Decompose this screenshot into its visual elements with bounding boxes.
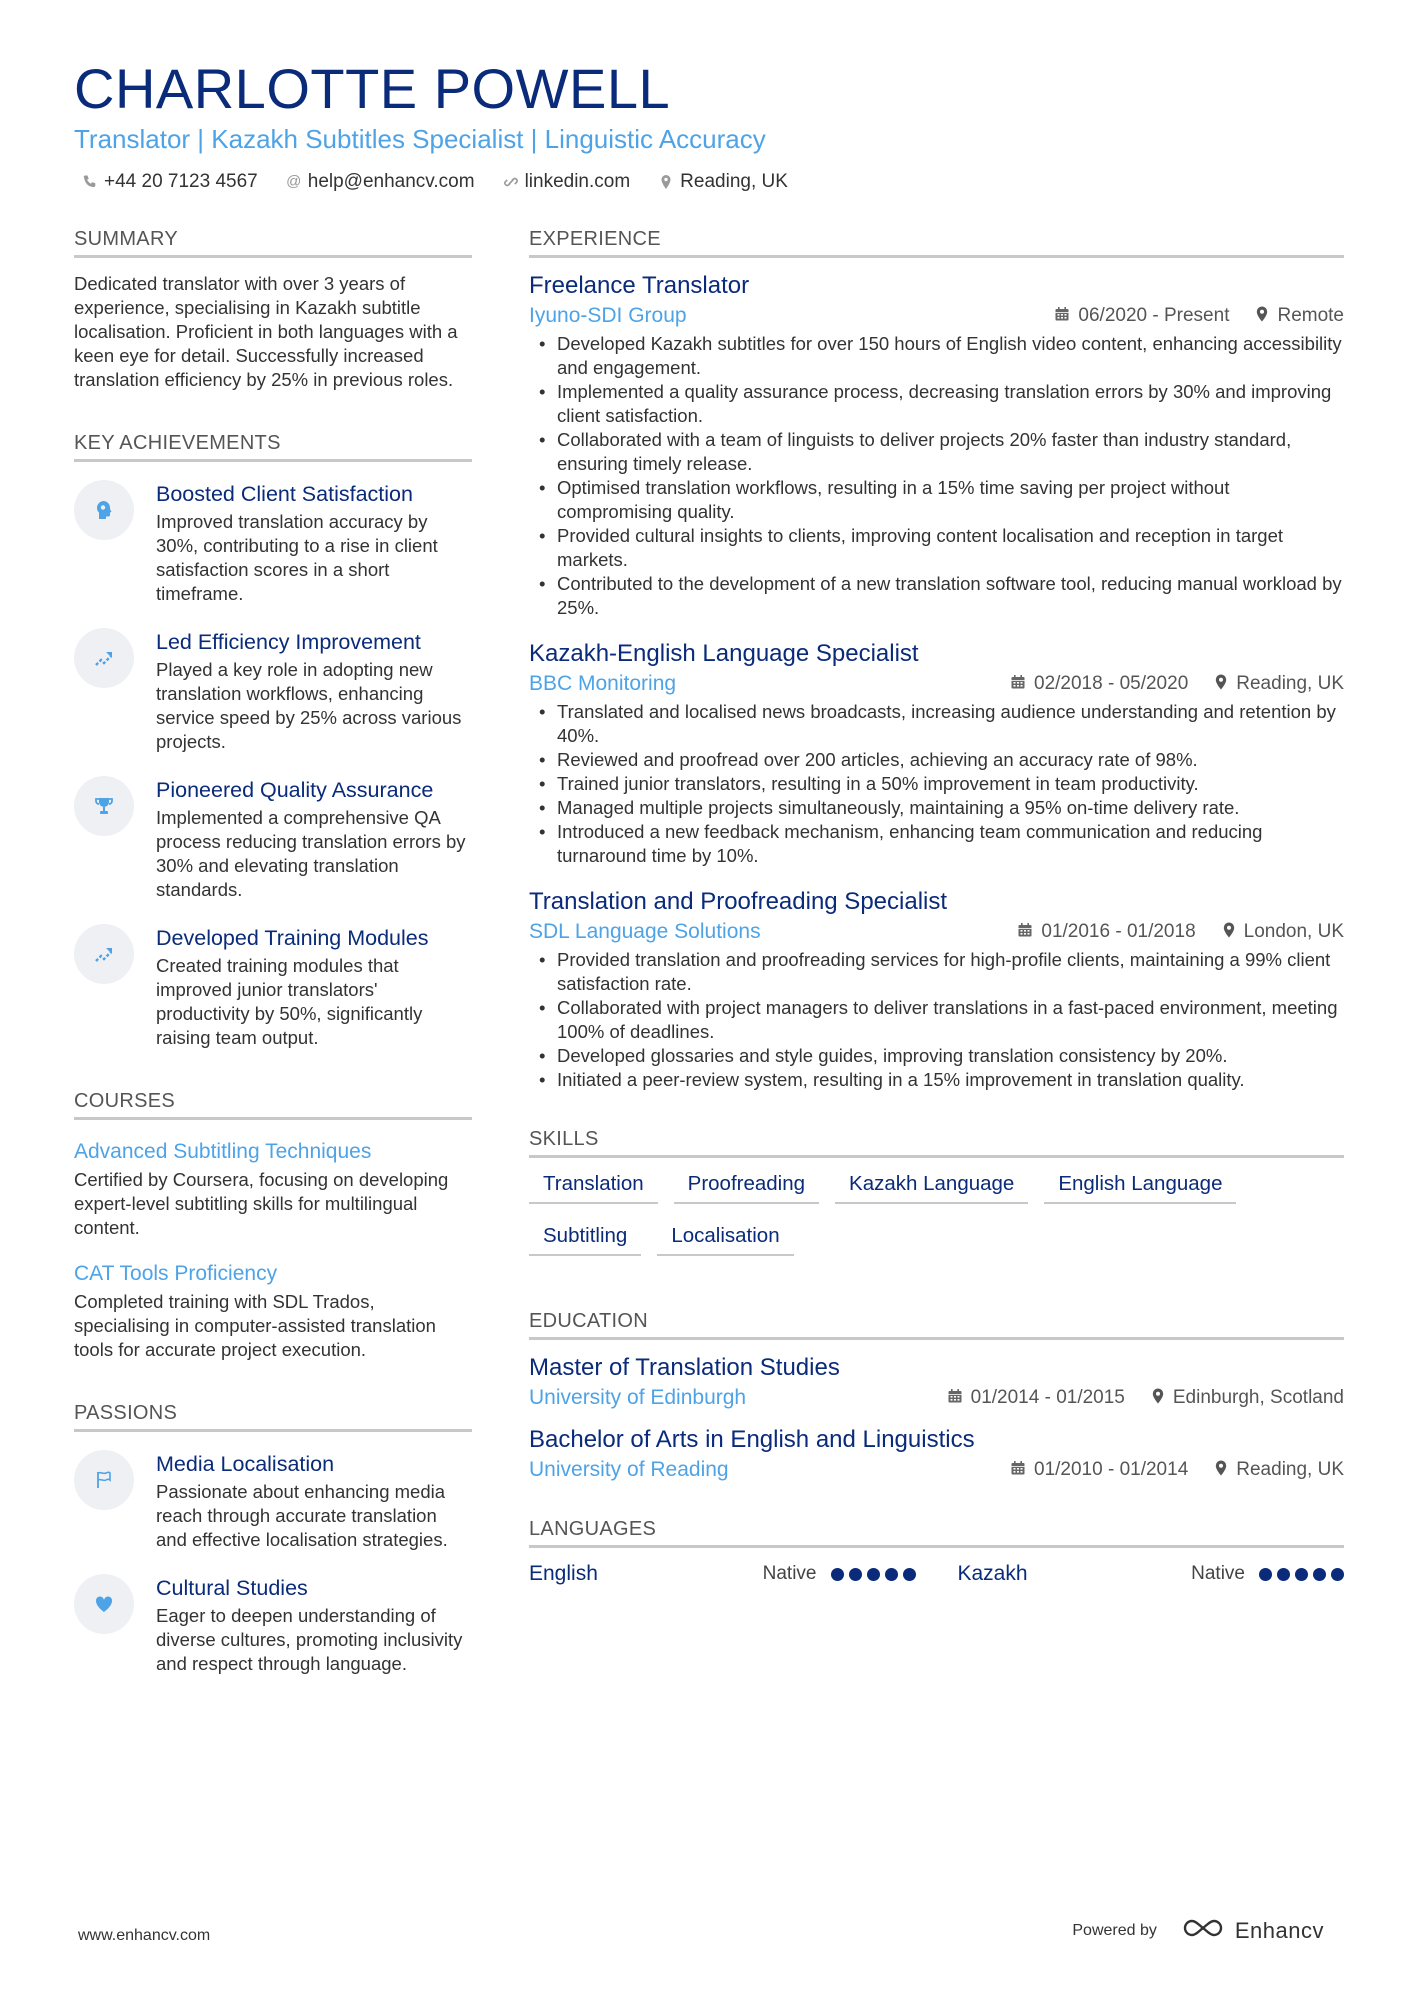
linkedin-text[interactable]: linkedin.com bbox=[524, 171, 631, 192]
job-entry bbox=[529, 886, 1344, 1092]
job-dates: 01/2016 - 01/2018 bbox=[1041, 921, 1196, 942]
achievement-desc: Played a key role in adopting new translation workflows, enhancing service speed by 25% across various projects. bbox=[156, 659, 462, 752]
job-bullet: • Developed Kazakh subtitles for over 150 hours of English video content, enhancing accessibility and engagement. bbox=[529, 332, 1344, 380]
job-bullet: • Contributed to the development of a new translation software tool, reducing manual workload by 25%. bbox=[529, 572, 1344, 620]
education-dates: 01/2010 - 01/2014 bbox=[1034, 1459, 1189, 1480]
achievement-title: Developed Training Modules bbox=[156, 926, 429, 950]
language-item bbox=[529, 1562, 916, 1586]
email-text[interactable]: help@enhancv.com bbox=[307, 171, 475, 192]
education-location: Reading, UK bbox=[1236, 1459, 1344, 1480]
rating-dot bbox=[849, 1568, 862, 1581]
infinity-icon bbox=[1181, 1917, 1225, 1945]
achievement-title: Led Efficiency Improvement bbox=[156, 630, 421, 654]
powered-by-label: Powered by bbox=[1072, 1922, 1157, 1939]
course-desc: Completed training with SDL Trados, specialising in computer-assisted translation tools for accurate project execution. bbox=[74, 1291, 436, 1360]
achievement-item bbox=[74, 924, 472, 1050]
brand-logo[interactable] bbox=[1181, 1917, 1324, 1945]
rating-dot bbox=[1277, 1568, 1290, 1581]
achievement-desc: Created training modules that improved junior translators' productivity by 50%, significantly raising team output. bbox=[156, 955, 423, 1048]
company-name: Iyuno-SDI Group bbox=[529, 304, 687, 327]
phone-text: +44 20 7123 4567 bbox=[104, 171, 258, 192]
location-pin-icon bbox=[1151, 1388, 1165, 1409]
achievement-item bbox=[74, 776, 472, 902]
job-title: Freelance Translator bbox=[529, 272, 750, 299]
skills-heading: SKILLS bbox=[529, 1128, 1344, 1158]
course-title: CAT Tools Proficiency bbox=[74, 1262, 278, 1285]
calendar-icon bbox=[1010, 674, 1026, 695]
skill-tag: Subtitling bbox=[529, 1216, 641, 1256]
skill-tag: Kazakh Language bbox=[835, 1164, 1028, 1204]
calendar-icon bbox=[1017, 922, 1033, 943]
achievements-heading: KEY ACHIEVEMENTS bbox=[74, 432, 472, 462]
head-icon bbox=[74, 480, 134, 540]
skill-tag: English Language bbox=[1044, 1164, 1236, 1204]
brand-name: Enhancv bbox=[1234, 1918, 1324, 1943]
calendar-icon bbox=[1054, 306, 1070, 327]
job-entry bbox=[529, 638, 1344, 868]
languages-list bbox=[529, 1562, 1344, 1586]
achievement-title: Boosted Client Satisfaction bbox=[156, 482, 413, 506]
education-dates: 01/2014 - 01/2015 bbox=[970, 1387, 1125, 1408]
contact-location bbox=[658, 171, 788, 193]
trophy-icon bbox=[74, 776, 134, 836]
job-bullet: • Provided translation and proofreading services for high-profile clients, maintaining a 99% client satisfaction rate. bbox=[529, 948, 1344, 996]
contact-email[interactable] bbox=[286, 171, 475, 193]
achievement-item bbox=[74, 480, 472, 606]
location-pin-icon bbox=[1214, 1460, 1228, 1481]
job-bullet: • Introduced a new feedback mechanism, enhancing team communication and reducing turnaround time by 10%. bbox=[529, 820, 1344, 868]
language-rating bbox=[1259, 1568, 1344, 1581]
footer-brand bbox=[1072, 1917, 1324, 1945]
location-pin-icon bbox=[1222, 922, 1236, 943]
location-pin-icon bbox=[1214, 674, 1228, 695]
language-rating bbox=[831, 1568, 916, 1581]
skills-list bbox=[529, 1164, 1344, 1256]
passions-heading: PASSIONS bbox=[74, 1402, 472, 1432]
job-bullet: • Optimised translation workflows, resulting in a 15% time saving per project without compromising quality. bbox=[529, 476, 1344, 524]
rating-dot bbox=[885, 1568, 898, 1581]
calendar-icon bbox=[1010, 1460, 1026, 1481]
summary-text: Dedicated translator with over 3 years of experience, specialising in Kazakh subtitle localisation. Proficient in both languages with a keen eye for detail. Successfully increased translation efficiency by 25% in previous roles. bbox=[74, 273, 458, 390]
summary-heading: SUMMARY bbox=[74, 228, 472, 258]
left-column bbox=[74, 228, 472, 1698]
job-bullet: • Translated and localised news broadcasts, increasing audience understanding and retention by 40%. bbox=[529, 700, 1344, 748]
at-icon: @ bbox=[286, 173, 302, 190]
experience-heading: EXPERIENCE bbox=[529, 228, 1344, 258]
degree-title: Bachelor of Arts in English and Linguistics bbox=[529, 1426, 975, 1453]
footer-website[interactable]: www.enhancv.com bbox=[78, 1927, 211, 1944]
contact-phone bbox=[82, 171, 258, 193]
job-location: Reading, UK bbox=[1236, 673, 1344, 694]
school-name: University of Edinburgh bbox=[529, 1386, 747, 1409]
achievement-title: Pioneered Quality Assurance bbox=[156, 778, 434, 802]
company-name: SDL Language Solutions bbox=[529, 920, 761, 943]
job-bullets bbox=[529, 332, 1344, 620]
passion-desc: Eager to deepen understanding of diverse cultures, promoting inclusivity and respect through language. bbox=[156, 1605, 463, 1674]
job-bullet: • Developed glossaries and style guides, improving translation consistency by 20%. bbox=[529, 1044, 1344, 1068]
job-dates: 02/2018 - 05/2020 bbox=[1034, 673, 1189, 694]
job-entry bbox=[529, 270, 1344, 620]
course-title: Advanced Subtitling Techniques bbox=[74, 1140, 372, 1163]
location-text: Reading, UK bbox=[680, 171, 788, 192]
flag-icon bbox=[74, 1450, 134, 1510]
job-bullet: • Implemented a quality assurance process, decreasing translation errors by 30% and improving client satisfaction. bbox=[529, 380, 1344, 428]
passion-desc: Passionate about enhancing media reach through accurate translation and effective localisation strategies. bbox=[156, 1481, 448, 1550]
achievement-item bbox=[74, 628, 472, 754]
job-location: London, UK bbox=[1243, 921, 1344, 942]
passion-item bbox=[74, 1450, 472, 1552]
degree-title: Master of Translation Studies bbox=[529, 1354, 840, 1381]
job-title: Kazakh-English Language Specialist bbox=[529, 640, 919, 667]
rating-dot bbox=[1313, 1568, 1326, 1581]
course-desc: Certified by Coursera, focusing on developing expert-level subtitling skills for multilingual content. bbox=[74, 1169, 449, 1238]
job-bullet: • Collaborated with project managers to deliver translations in a fast-paced environment, meeting 100% of deadlines. bbox=[529, 996, 1344, 1044]
calendar-icon bbox=[947, 1388, 963, 1409]
education-location: Edinburgh, Scotland bbox=[1172, 1387, 1344, 1408]
trend-icon bbox=[74, 924, 134, 984]
candidate-tagline: Translator | Kazakh Subtitles Specialist | Linguistic Accuracy bbox=[74, 124, 766, 154]
languages-heading: LANGUAGES bbox=[529, 1518, 1344, 1548]
location-pin-icon bbox=[1255, 306, 1269, 327]
job-bullet: • Managed multiple projects simultaneously, maintaining a 95% on-time delivery rate. bbox=[529, 796, 1344, 820]
language-level: Native bbox=[762, 1563, 817, 1584]
heart-icon bbox=[74, 1574, 134, 1634]
skill-tag: Translation bbox=[529, 1164, 658, 1204]
location-pin-icon bbox=[658, 174, 674, 190]
education-entry bbox=[529, 1352, 1344, 1410]
passion-item bbox=[74, 1574, 472, 1676]
right-column bbox=[529, 228, 1344, 1586]
job-title: Translation and Proofreading Specialist bbox=[529, 888, 948, 915]
language-name: English bbox=[529, 1562, 598, 1585]
skill-tag: Proofreading bbox=[674, 1164, 819, 1204]
job-bullets bbox=[529, 700, 1344, 868]
company-name: BBC Monitoring bbox=[529, 672, 677, 695]
rating-dot bbox=[831, 1568, 844, 1581]
job-bullet: • Provided cultural insights to clients, improving content localisation and reception in target markets. bbox=[529, 524, 1344, 572]
job-bullet: • Trained junior translators, resulting in a 50% improvement in team productivity. bbox=[529, 772, 1344, 796]
skill-tag: Localisation bbox=[657, 1216, 793, 1256]
courses-heading: COURSES bbox=[74, 1090, 472, 1120]
job-location: Remote bbox=[1277, 305, 1344, 326]
link-icon bbox=[503, 174, 519, 190]
contact-bar bbox=[82, 171, 788, 193]
rating-dot bbox=[1331, 1568, 1344, 1581]
rating-dot bbox=[1259, 1568, 1272, 1581]
language-level: Native bbox=[1191, 1563, 1245, 1584]
passion-title: Cultural Studies bbox=[156, 1576, 308, 1600]
rating-dot bbox=[903, 1568, 916, 1581]
trend-icon bbox=[74, 628, 134, 688]
job-dates: 06/2020 - Present bbox=[1078, 305, 1230, 326]
candidate-name: CHARLOTTE POWELL bbox=[74, 57, 671, 120]
job-bullet: • Reviewed and proofread over 200 articles, achieving an accuracy rate of 98%. bbox=[529, 748, 1344, 772]
rating-dot bbox=[867, 1568, 880, 1581]
job-bullets bbox=[529, 948, 1344, 1092]
school-name: University of Reading bbox=[529, 1458, 729, 1481]
job-bullet: • Initiated a peer-review system, resulting in a 15% improvement in translation quality. bbox=[529, 1068, 1344, 1092]
education-heading: EDUCATION bbox=[529, 1310, 1344, 1340]
education-entry bbox=[529, 1424, 1344, 1482]
achievement-desc: Improved translation accuracy by 30%, contributing to a rise in client satisfaction scores in a short timeframe. bbox=[156, 511, 438, 604]
passion-title: Media Localisation bbox=[156, 1452, 335, 1476]
achievement-desc: Implemented a comprehensive QA process reducing translation errors by 30% and elevating translation standards. bbox=[156, 807, 466, 900]
job-bullet: • Collaborated with a team of linguists to deliver projects 20% faster than industry standard, ensuring timely release. bbox=[529, 428, 1344, 476]
phone-icon bbox=[82, 174, 98, 190]
language-item bbox=[958, 1562, 1345, 1586]
contact-linkedin[interactable] bbox=[503, 171, 631, 193]
language-name: Kazakh bbox=[957, 1562, 1028, 1585]
rating-dot bbox=[1295, 1568, 1308, 1581]
